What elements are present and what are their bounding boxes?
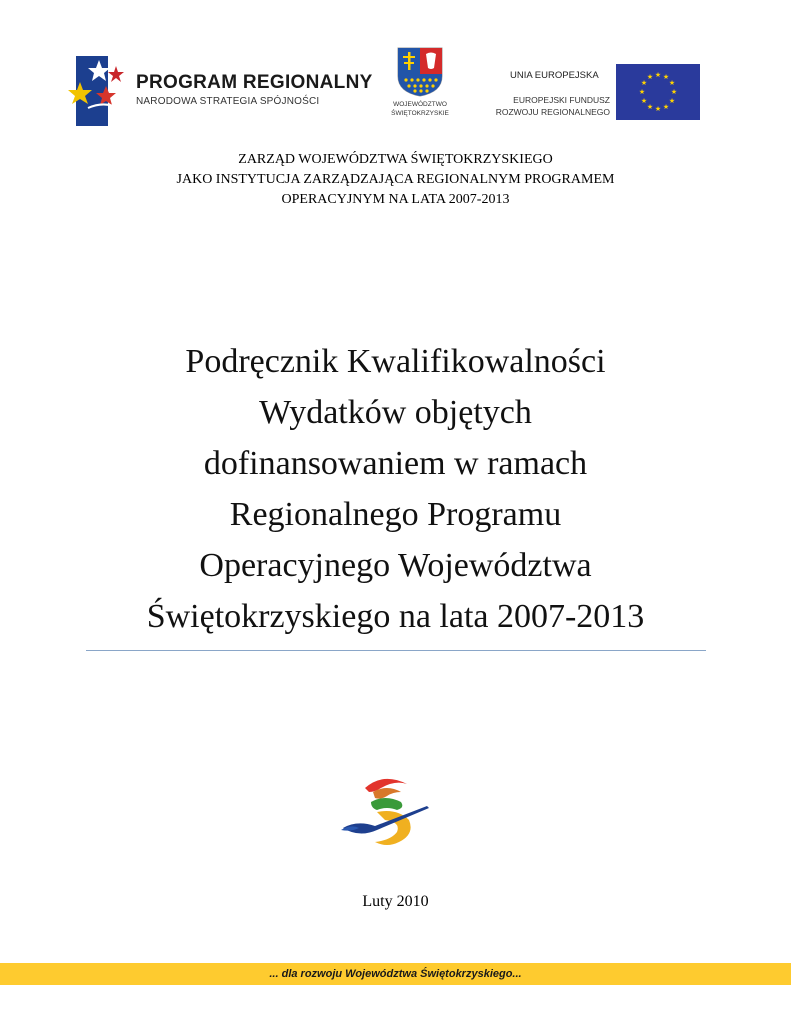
efrr-caption [488,94,610,118]
svg-text:★: ★ [668,79,676,87]
issuer-line3: OPERACYJNYM NA LATA 2007-2013 [281,192,510,207]
wojewodztwo-line2: ŚWIĘTOKRZYSKIE [391,110,449,117]
svg-text:★: ★ [654,105,662,113]
wojewodztwo-caption [380,100,460,118]
wojewodztwo-line1: WOJEWÓDZTWO [393,101,447,108]
efrr-line2: ROZWOJU REGIONALNEGO [495,107,610,117]
eu-flag-icon [616,64,700,120]
title-divider [86,650,706,651]
svg-text:★: ★ [638,88,646,96]
issuer-line1: ZARZĄD WOJEWÓDZTWA ŚWIĘTOKRZYSKIEGO [238,152,553,167]
program-regionalny-logo [66,52,373,128]
swietokrzyskie-s-logo-icon [335,770,445,865]
svg-text:★: ★ [646,103,654,111]
svg-text:★: ★ [654,71,662,79]
footer-slogan: ... dla rozwoju Województwa Świętokrzyskiego... [269,968,522,980]
svg-text:★: ★ [662,73,670,81]
svg-text:★: ★ [662,103,670,111]
wojewodztwo-logo [380,46,460,126]
svg-text:★: ★ [646,73,654,81]
title-line1: Podręcznik Kwalifikowalności [185,343,606,380]
coat-of-arms-icon [396,46,444,98]
title-line5: Operacyjnego Województwa [199,547,592,584]
title-line3: dofinansowaniem w ramach [203,445,588,482]
svg-text:★: ★ [640,97,648,105]
svg-text:★: ★ [668,97,676,105]
efrr-line1: EUROPEJSKI FUNDUSZ [513,95,610,105]
program-regionalny-title: PROGRAM REGIONALNY [136,72,373,93]
document-title [60,336,731,642]
svg-text:★: ★ [670,88,678,96]
svg-text:★: ★ [640,79,648,87]
program-regionalny-subtitle: NARODOWA STRATEGIA SPÓJNOŚCI [136,96,320,107]
unia-europejska-title: UNIA EUROPEJSKA [510,70,599,81]
footer-banner [0,963,791,985]
issuer-header [0,150,791,210]
title-line2: Wydatków objętych [259,394,532,431]
unia-europejska-logo [488,60,708,124]
title-line4: Regionalnego Programu [229,496,562,533]
publication-date: Luty 2010 [362,893,429,910]
title-line6: Świętokrzyskiego na lata 2007-2013 [146,598,645,635]
issuer-line2: JAKO INSTYTUCJA ZARZĄDZAJĄCA REGIONALNYM PROGRAMEM [176,172,615,187]
nss-star-icon [66,52,136,128]
